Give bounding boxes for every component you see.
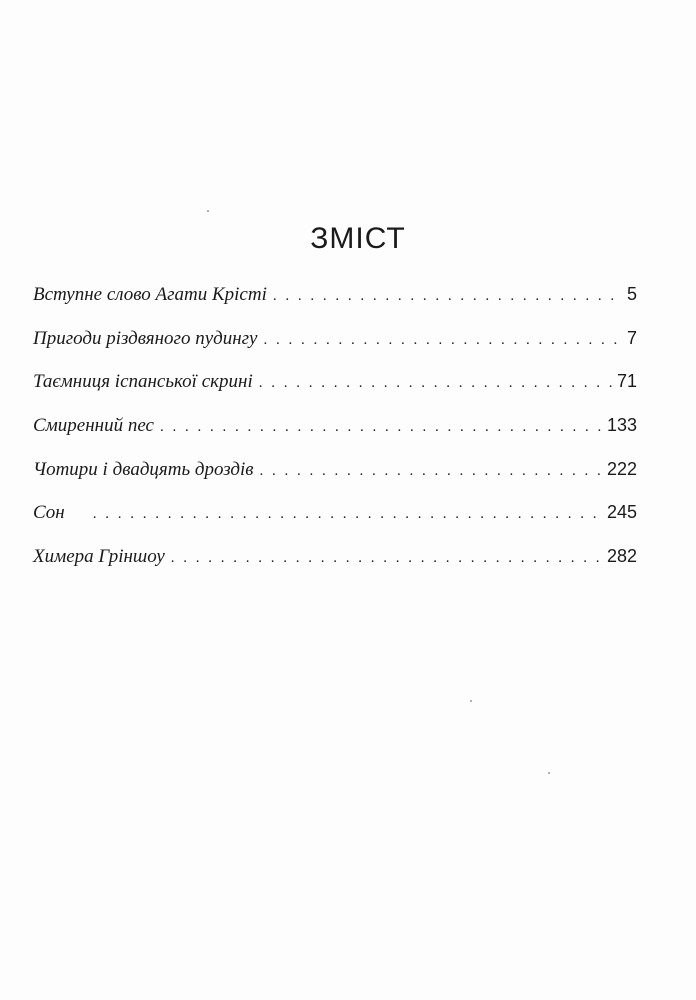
dot-leader (171, 550, 603, 567)
dot-leader (263, 332, 623, 349)
toc-entry (33, 546, 637, 590)
toc-entry-title: Химера Гріншоу (33, 546, 165, 568)
toc-entry (33, 284, 637, 328)
toc-entry-title: Смиренний пес (33, 415, 154, 437)
toc-entry-page: 133 (606, 415, 637, 436)
toc-entry-page: 222 (606, 458, 637, 479)
toc-entry (33, 328, 637, 372)
toc-entry-page: 245 (606, 502, 637, 523)
toc-entry-title: Пригоди різдвяного пудингу (33, 327, 258, 349)
paper-speck (548, 772, 550, 774)
toc-entry (33, 502, 637, 546)
toc-entry-title: Вступне слово Агати Крісті (33, 284, 267, 305)
toc-entry-title: Сон (33, 502, 65, 524)
toc-entry-page: 71 (616, 371, 637, 392)
toc-entry-title: Чотири і двадцять дроздів (33, 458, 254, 480)
table-of-contents (33, 284, 637, 590)
toc-entry (33, 459, 637, 503)
toc-entry (33, 415, 637, 459)
dot-leader (260, 463, 603, 480)
toc-entry-page: 282 (606, 546, 637, 567)
paper-speck (207, 210, 209, 212)
page-title: ЗМІСТ (310, 222, 406, 255)
paper-speck (470, 700, 472, 702)
toc-entry (33, 371, 637, 415)
toc-entry-title: Таємниця іспанської скрині (33, 371, 253, 393)
dot-leader (93, 506, 603, 523)
toc-entry-page: 7 (626, 327, 637, 348)
dot-leader (160, 419, 603, 436)
dot-leader (259, 375, 613, 392)
dot-leader (273, 288, 623, 305)
toc-entry-page: 5 (626, 284, 637, 304)
